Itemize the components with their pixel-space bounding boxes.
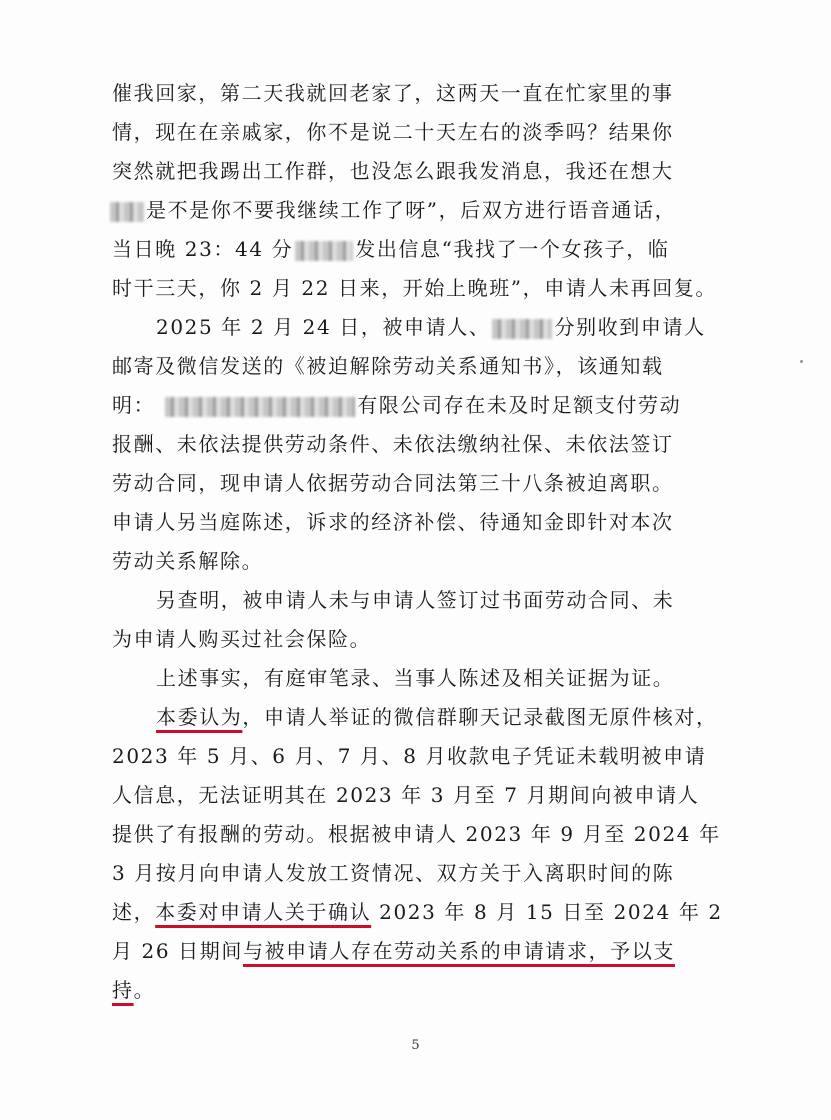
text-line (112, 425, 712, 464)
text-span: 分别收到申请人 (554, 315, 706, 339)
redaction-mark (110, 202, 144, 222)
text-span: 2025 年 2 月 24 日，被申请人、 (156, 315, 491, 339)
text-line (112, 347, 712, 386)
text-span: 上述事实，有庭审笔录、当事人陈述及相关证据为证。 (156, 666, 675, 690)
text-line (112, 815, 721, 854)
text-line (112, 737, 712, 776)
text-line (112, 191, 712, 230)
text-span: 情，现在在亲戚家，你不是说二十天左右的淡季吗？结果你 (112, 120, 674, 144)
text-line (112, 659, 712, 698)
text-span: 时干三天，你 2 月 22 日来，开始上晚班”，申请人未再回复。 (112, 276, 718, 300)
text-line (112, 308, 712, 347)
text-span: 申请人另当庭陈述，诉求的经济补偿、待通知金即针对本次 (112, 510, 674, 534)
text-line (112, 932, 712, 971)
text-span: 提供了有报酬的劳动。根据被申请人 2023 年 9 月至 2024 年 (112, 822, 721, 846)
redaction-mark (295, 241, 353, 261)
text-line (112, 542, 712, 581)
redaction-mark (492, 319, 552, 339)
text-line (112, 971, 712, 1010)
text-span: 邮寄及微信发送的《被迫解除劳动关系通知书》，该通知载 (112, 354, 664, 378)
text-span: 有限公司存在未及时足额支付劳动 (357, 393, 682, 417)
text-span: 人信息，无法证明其在 2023 年 3 月至 7 月期间向被申请人 (112, 783, 700, 807)
text-span: ，申请人举证的微信群聊天记录截图无原件核对， (242, 705, 718, 729)
text-line (112, 893, 723, 932)
text-span: 发出信息“我找了一个女孩子，临 (355, 237, 670, 261)
underlined-text: 持 (112, 978, 134, 1002)
text-span: 突然就把我踢出工作群，也没怎么跟我发消息，我还在想大 (112, 159, 674, 183)
underlined-text: 本委对申请人关于确认 (155, 900, 372, 924)
text-line (112, 503, 712, 542)
page-number: 5 (411, 1038, 420, 1053)
text-span: 月 26 日期间 (112, 939, 243, 963)
text-line (112, 113, 712, 152)
text-line (112, 698, 718, 737)
text-line (112, 581, 712, 620)
document-body (112, 74, 723, 1010)
text-line (112, 269, 718, 308)
text-span: 另查明，被申请人未与申请人签订过书面劳动合同、未 (156, 588, 675, 612)
text-line (112, 620, 712, 659)
text-span: 2023 年 5 月、6 月、7 月、8 月收款电子凭证未载明被申请 (112, 744, 707, 768)
text-span: 。 (133, 978, 156, 1002)
text-span: 2023 年 8 月 15 日至 2024 年 2 (371, 900, 723, 924)
text-line (112, 776, 712, 815)
text-line (112, 152, 712, 191)
scan-speck (800, 360, 803, 363)
text-span: 劳动关系解除。 (112, 549, 264, 573)
text-span: 明： (112, 393, 156, 417)
text-span: 劳动合同，现申请人依据劳动合同法第三十八条被迫离职。 (112, 471, 674, 495)
text-line (112, 854, 712, 893)
text-span: 述， (112, 900, 156, 924)
text-span: 是不是你不要我继续工作了呀”，后双方进行语音通话， (146, 198, 677, 222)
text-line (112, 464, 712, 503)
underlined-text: 本委认为 (156, 705, 243, 729)
redaction-mark (165, 397, 355, 417)
underlined-text: 与被申请人存在劳动关系的申请请求，予以支 (242, 939, 675, 963)
text-span: 当日晚 23：44 分 (112, 237, 294, 261)
text-span: 催我回家，第二天我就回老家了，这两天一直在忙家里的事 (112, 81, 674, 105)
text-span: 为申请人购买过社会保险。 (112, 627, 372, 651)
text-span: 报酬、未依法提供劳动条件、未依法缴纳社保、未依法签订 (112, 432, 674, 456)
text-line (112, 386, 712, 425)
text-line (112, 74, 712, 113)
text-line (112, 230, 712, 269)
text-span: 3 月按月向申请人发放工资情况、双方关于入离职时间的陈 (112, 861, 675, 885)
